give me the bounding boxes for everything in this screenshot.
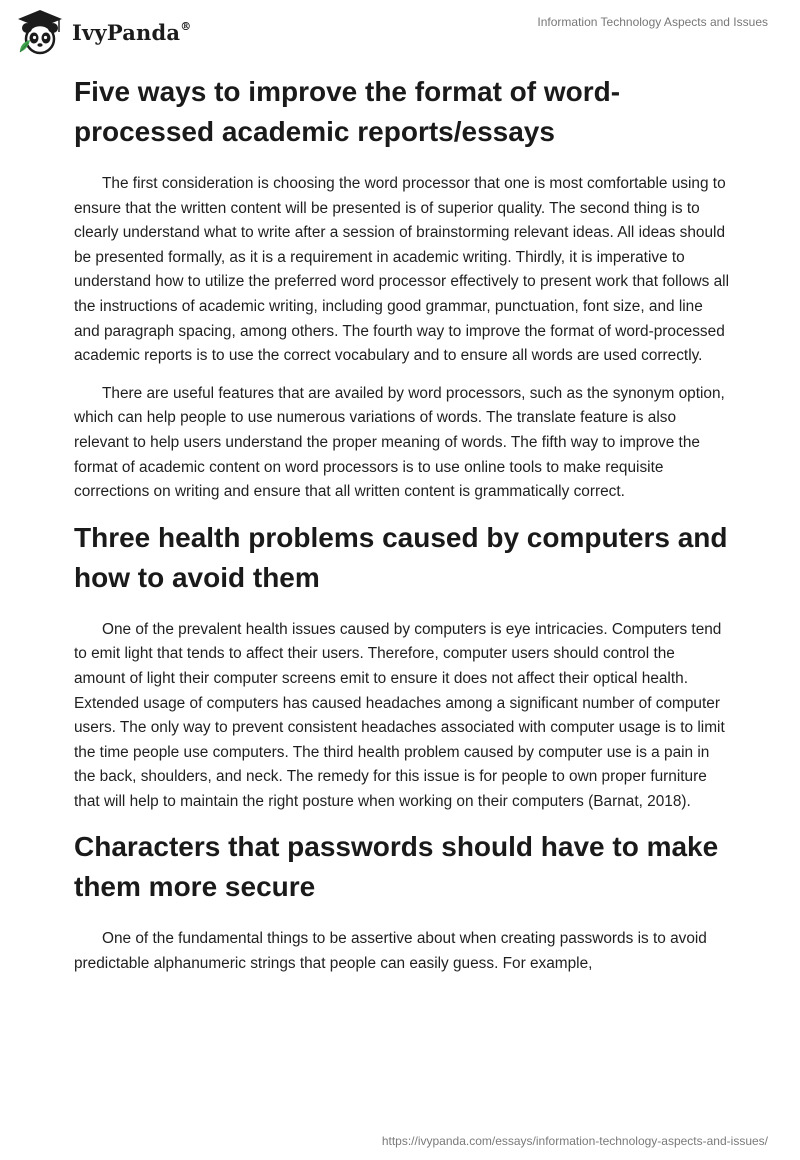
paragraph: One of the prevalent health issues caused by computers is eye intricacies. Computers tend to emit light that tends to affect their users. Therefore, computer users should control the amount of light their computer screens emit to ensure it does not affect their optical health. Extended usage of computers has caused headaches among a significant number of computer users. The only way to prevent consistent headaches associated with computer usage is to limit the time people use computers. The third health problem caused by computer use is a pain in the back, shoulders, and neck. The remedy for this issue is for people to own proper furniture that will help to maintain the right posture when working on their computers (Barnat, 2018).	[74, 620, 725, 810]
source-url-link[interactable]: https://ivypanda.com/essays/information-technology-aspects-and-issues/	[381, 1134, 768, 1148]
paragraph: There are useful features that are availed by word processors, such as the synonym option, which can help people to use numerous variations of words. The translate feature is also relevant to help users understand the proper meaning of words. The fifth way to improve the format of academic content on word processors is to use online tools to make requisite corrections on writing and ensure that all written content is grammatically correct.	[74, 384, 725, 501]
article-body	[74, 72, 730, 990]
panda-graduate-icon	[14, 8, 66, 56]
logo-wordmark: IvyPanda®	[72, 19, 192, 45]
page-header	[0, 0, 800, 64]
document-title: Information Technology Aspects and Issues	[537, 15, 768, 29]
section-health-problems	[74, 518, 730, 815]
paragraph: The first consideration is choosing the word processor that one is most comfortable using to ensure that the written content will be presented is of superior quality. The second thing is to clearly understand what to write after a session of brainstorming relevant ideas. All ideas should be presented formally, as it is a requirement in academic writing. Thirdly, it is imperative to understand how to utilize the preferred word processor effectively to present work that follows all the instructions of academic writing, including good grammar, punctuation, font size, and line and paragraph spacing, among others. The fourth way to improve the format of word-processed academic reports is to use the correct vocabulary and to ensure all words are used correctly.	[74, 175, 730, 365]
section-heading: Three health problems caused by computers and how to avoid them	[74, 521, 728, 593]
section-heading: Characters that passwords should have to make them more secure	[74, 831, 719, 903]
ivypanda-logo[interactable]	[14, 8, 191, 56]
paragraph: One of the fundamental things to be assertive about when creating passwords is to avoid predictable alphanumeric strings that people can easily guess. For example,	[74, 930, 707, 973]
section-passwords	[74, 827, 730, 976]
section-word-processing	[74, 72, 730, 505]
section-heading: Five ways to improve the format of word-processed academic reports/essays	[74, 76, 621, 147]
